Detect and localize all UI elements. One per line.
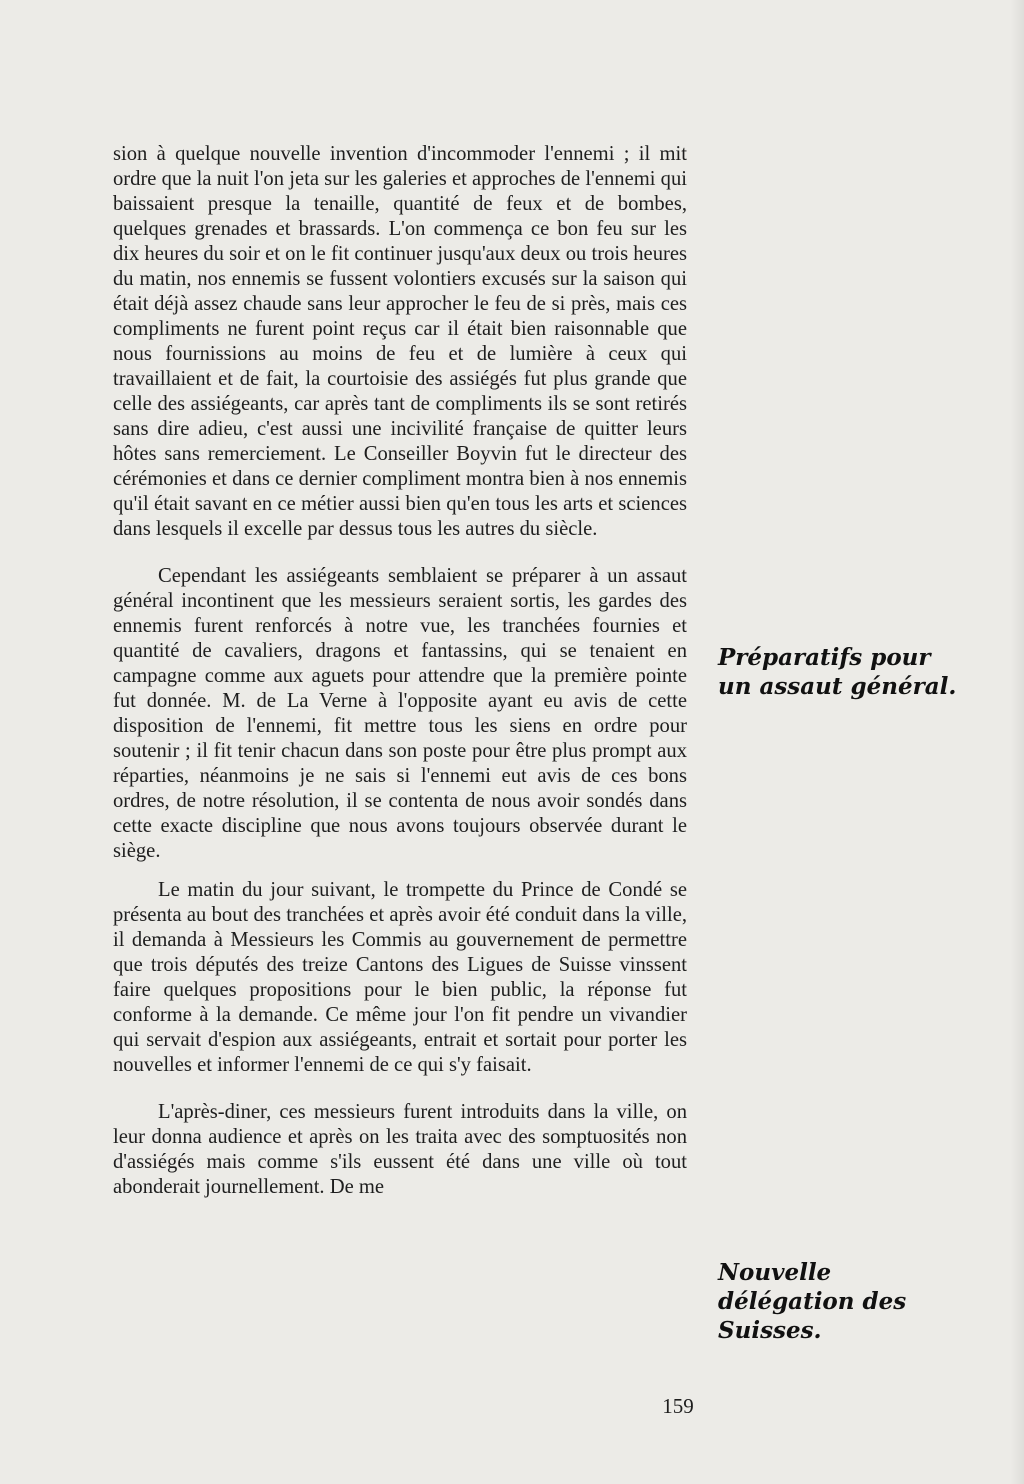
page-number: 159 bbox=[662, 1394, 694, 1418]
paragraph-3: Le matin du jour suivant, le trompette du Prince de Condé se présenta au bout des tranchées et après avoir été conduit dans la ville, il demanda à Messieurs les Commis au gouvernement de permettre que trois députés des treize Cantons des Ligues de Suisse vinssent faire quelques propositions pour le bien public, la réponse fut conforme à la demande. Ce même jour l'on fit pendre un vivandier qui servait d'espion aux assiégeants, entrait et sortait pour porter les nouvelles et informer l'ennemi de ce qui s'y faisait. bbox=[113, 879, 687, 1076]
page-edge-shadow bbox=[1010, 0, 1024, 1484]
main-text-column bbox=[113, 142, 687, 1200]
margin-note-preparatifs: Préparatifs pour un assaut général. bbox=[718, 644, 957, 700]
margin-note-delegation: Nouvelle délégation des Suisses. bbox=[718, 1259, 907, 1344]
paragraph-2: Cependant les assiégeants semblaient se préparer à un assaut général incontinent que les messieurs seraient sortis, les gardes des ennemis furent renforcés à notre vue, les tranchées fournies et quantité de cavaliers, dragons et fantassins, qui se tenaient en campagne comme aux aguets pour attendre que la première pointe fut donnée. M. de La Verne à l'opposite ayant eu avis de cette disposition de l'ennemi, fit mettre tous les siens en ordre pour soutenir ; il fit tenir chacun dans son poste pour être plus prompt aux réparties, néanmoins je ne sais si l'ennemi eut avis de ces bons ordres, de notre résolution, il se contenta de nous avoir sondés dans cette exacte discipline que nous avons toujours observée durant le siège. bbox=[113, 565, 687, 862]
paragraph-1: sion à quelque nouvelle invention d'incommoder l'ennemi ; il mit ordre que la nuit l'on jeta sur les galeries et approches de l'ennemi qui baissaient presque la tenaille, quantité de feux et de bombes, quelques grenades et brassards. L'on commença ce bon feu sur les dix heures du soir et on le fit continuer jusqu'aux deux ou trois heures du matin, nos ennemis se fussent volontiers excusés sur la saison qui était déjà assez chaude sans leur approcher le feu de si près, mais ces compliments ne furent point reçus car il était bien raisonnable que nous fournissions au moins de feu et de lumière à ceux qui travaillaient et de fait, la courtoisie des assiégés fut plus grande que celle des assiégeants, car après tant de compliments ils se sont retirés sans dire adieu, c'est aussi une incivilité française de quitter leurs hôtes sans remerciement. Le Conseiller Boyvin fut le directeur des cérémonies et dans ce dernier compliment montra bien à nos ennemis qu'il était savant en ce métier aussi bien qu'en tous les arts et sciences dans lesquels il excelle par dessus tous les autres du siècle. bbox=[113, 143, 687, 540]
paragraph-4: L'après-diner, ces messieurs furent introduits dans la ville, on leur donna audience et après on les traita avec des somptuosités non d'assiégés mais comme s'ils eussent été dans une ville où tout abonderait journellement. De me bbox=[113, 1101, 687, 1198]
